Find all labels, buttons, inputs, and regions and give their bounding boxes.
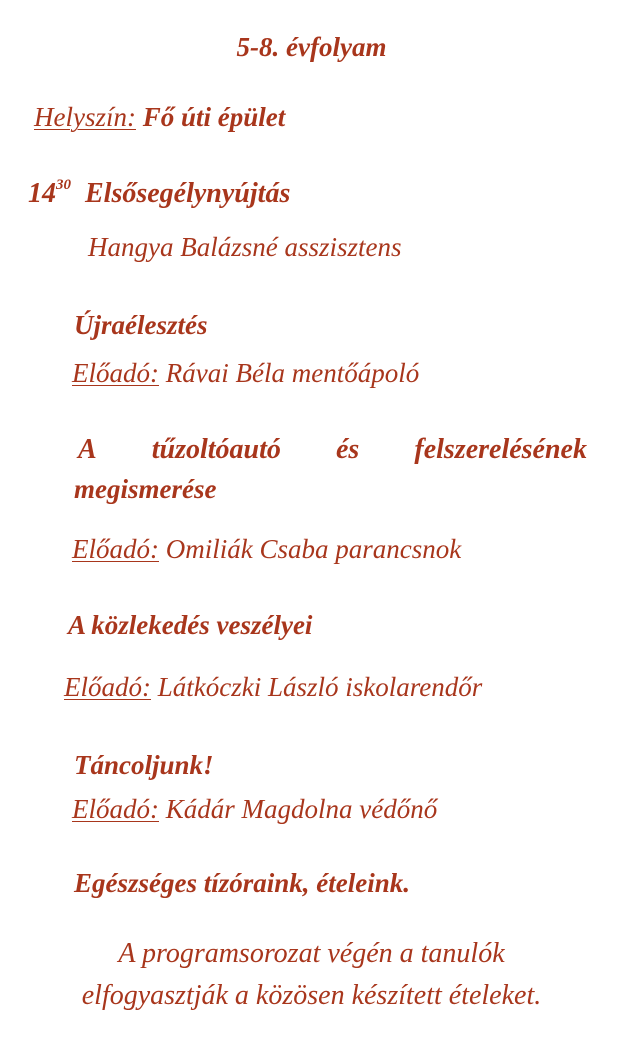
title-word: felszerelésének (414, 434, 587, 465)
presenter-name: Kádár Magdolna védőnő (165, 794, 438, 824)
session-presenter (72, 360, 419, 387)
presenter-label: Előadó: (72, 358, 159, 388)
schedule-title: Elsősegélynyújtás (85, 178, 291, 209)
grade-heading: 5-8. évfolyam (236, 32, 387, 62)
venue-label: Helyszín: (34, 102, 136, 132)
title-word: A (78, 434, 97, 465)
session-title-line2: megismerése (74, 474, 217, 504)
title-word: és (335, 434, 360, 465)
session-presenter (72, 536, 461, 563)
title-word: tűzoltóautó (151, 434, 281, 465)
presenter-name: Látkóczki László iskolarendőr (157, 672, 483, 702)
presenter-label: Előadó: (64, 672, 151, 702)
venue-value: Fő úti épület (142, 102, 286, 132)
presenter-label: Előadó: (72, 534, 159, 564)
session-title-line1 (78, 436, 587, 464)
session-title: Táncoljunk! (74, 750, 214, 780)
session-title: Egészséges tízóraink, ételeink. (74, 868, 410, 898)
presenter-label: Előadó: (72, 794, 159, 824)
session-presenter (64, 674, 482, 701)
venue-line (34, 104, 285, 131)
time-hour: 14 (28, 178, 56, 209)
schedule-heading (28, 177, 291, 209)
session-presenter (72, 796, 437, 823)
session-title: A közlekedés veszélyei (68, 610, 313, 640)
closing-text-line1: A programsorozat végén a tanulók (118, 938, 505, 969)
schedule-lecturer: Hangya Balázsné asszisztens (88, 232, 402, 262)
presenter-name: Omiliák Csaba parancsnok (165, 534, 462, 564)
session-title: Újraélesztés (74, 310, 208, 340)
time-minute: 30 (56, 177, 71, 193)
presenter-name: Rávai Béla mentőápoló (165, 358, 420, 388)
closing-text-line2: elfogyasztják a közösen készített ételeket. (81, 980, 542, 1011)
